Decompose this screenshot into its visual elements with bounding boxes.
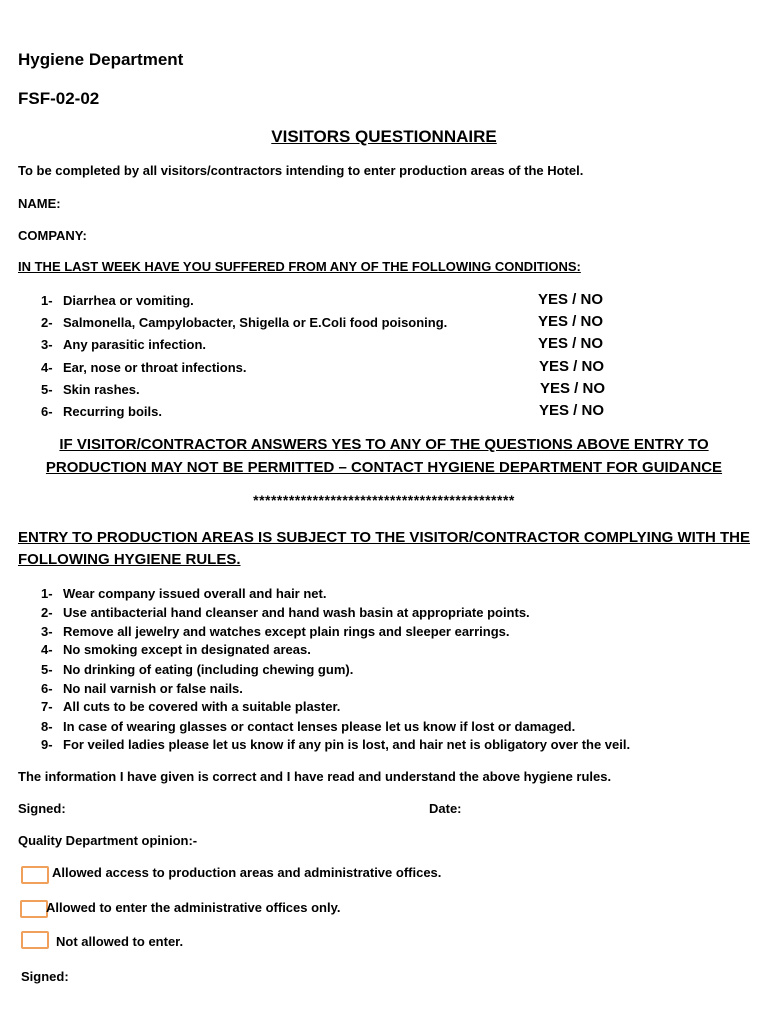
rule-text: For veiled ladies please let us know if any pin is lost, and hair net is obligatory over the veil. <box>63 737 631 752</box>
rule-text: Use antibacterial hand cleanser and hand wash basin at appropriate points. <box>63 605 530 620</box>
yes-no-answer: YES / NO <box>539 402 605 419</box>
rule-number: 6- <box>41 681 53 696</box>
signed-label: Signed: <box>18 801 66 816</box>
quality-signed-label: Signed: <box>21 969 69 984</box>
rule-text: No smoking except in designated areas. <box>63 642 311 657</box>
rule-number: 4- <box>41 642 53 657</box>
date-label: Date: <box>429 801 462 816</box>
rule-number: 5- <box>41 662 53 677</box>
warning-line-2: PRODUCTION MAY NOT BE PERMITTED – CONTACT HYGIENE DEPARTMENT FOR GUIDANCE <box>45 459 723 476</box>
yes-no-answer: YES / NO <box>540 380 606 397</box>
condition-text: Ear, nose or throat infections. <box>63 360 247 375</box>
yes-no-answer: YES / NO <box>538 335 604 352</box>
rules-heading-line-2: FOLLOWING HYGIENE RULES. <box>18 551 241 568</box>
condition-number: 4- <box>41 360 53 375</box>
not-allowed-checkbox[interactable] <box>21 931 49 949</box>
department-title: Hygiene Department <box>18 50 184 69</box>
condition-text: Recurring boils. <box>63 404 162 419</box>
rule-text: All cuts to be covered with a suitable plaster. <box>63 699 341 714</box>
form-code: FSF-02-02 <box>18 89 100 108</box>
admin-only-label: Allowed to enter the administrative offices only. <box>46 900 341 915</box>
rule-text: Remove all jewelry and watches except plain rings and sleeper earrings. <box>63 624 510 639</box>
condition-number: 2- <box>41 315 53 330</box>
rule-text: No drinking of eating (including chewing gum). <box>63 662 354 677</box>
condition-text: Salmonella, Campylobacter, Shigella or E.Coli food poisoning. <box>63 315 448 330</box>
admin-only-checkbox[interactable] <box>20 900 48 918</box>
rule-number: 1- <box>41 586 53 601</box>
condition-text: Any parasitic infection. <box>63 337 207 352</box>
condition-number: 3- <box>41 337 53 352</box>
yes-no-answer: YES / NO <box>538 313 604 330</box>
separator: ******************************************** <box>253 492 515 508</box>
condition-number: 5- <box>41 382 53 397</box>
conditions-heading: IN THE LAST WEEK HAVE YOU SUFFERED FROM ANY OF THE FOLLOWING CONDITIONS: <box>18 259 581 274</box>
page-title: VISITORS QUESTIONNAIRE <box>271 127 497 146</box>
rules-heading-line-1: ENTRY TO PRODUCTION AREAS IS SUBJECT TO THE VISITOR/CONTRACTOR COMPLYING WITH THE <box>18 529 751 546</box>
yes-no-answer: YES / NO <box>538 291 604 308</box>
rule-number: 3- <box>41 624 53 639</box>
full-access-checkbox[interactable] <box>21 866 49 884</box>
rule-text: Wear company issued overall and hair net. <box>63 586 327 601</box>
condition-number: 6- <box>41 404 53 419</box>
quality-opinion-heading: Quality Department opinion:- <box>18 833 198 848</box>
condition-number: 1- <box>41 293 53 308</box>
rule-number: 2- <box>41 605 53 620</box>
rule-number: 7- <box>41 699 53 714</box>
yes-no-answer: YES / NO <box>539 358 605 375</box>
condition-text: Skin rashes. <box>63 382 140 397</box>
warning-line-1: IF VISITOR/CONTRACTOR ANSWERS YES TO ANY OF THE QUESTIONS ABOVE ENTRY TO <box>59 436 709 453</box>
company-field-label: COMPANY: <box>18 228 87 243</box>
rule-text: No nail varnish or false nails. <box>63 681 243 696</box>
rule-number: 9- <box>41 737 53 752</box>
rule-text: In case of wearing glasses or contact lenses please let us know if lost or damaged. <box>63 719 576 734</box>
intro-text: To be completed by all visitors/contractors intending to enter production areas of the Hotel. <box>18 163 584 178</box>
name-field-label: NAME: <box>18 196 61 211</box>
declaration-text: The information I have given is correct and I have read and understand the above hygiene rules. <box>18 769 612 784</box>
rule-number: 8- <box>41 719 53 734</box>
not-allowed-label: Not allowed to enter. <box>56 934 184 949</box>
full-access-label: Allowed access to production areas and administrative offices. <box>52 865 442 880</box>
condition-text: Diarrhea or vomiting. <box>63 293 194 308</box>
